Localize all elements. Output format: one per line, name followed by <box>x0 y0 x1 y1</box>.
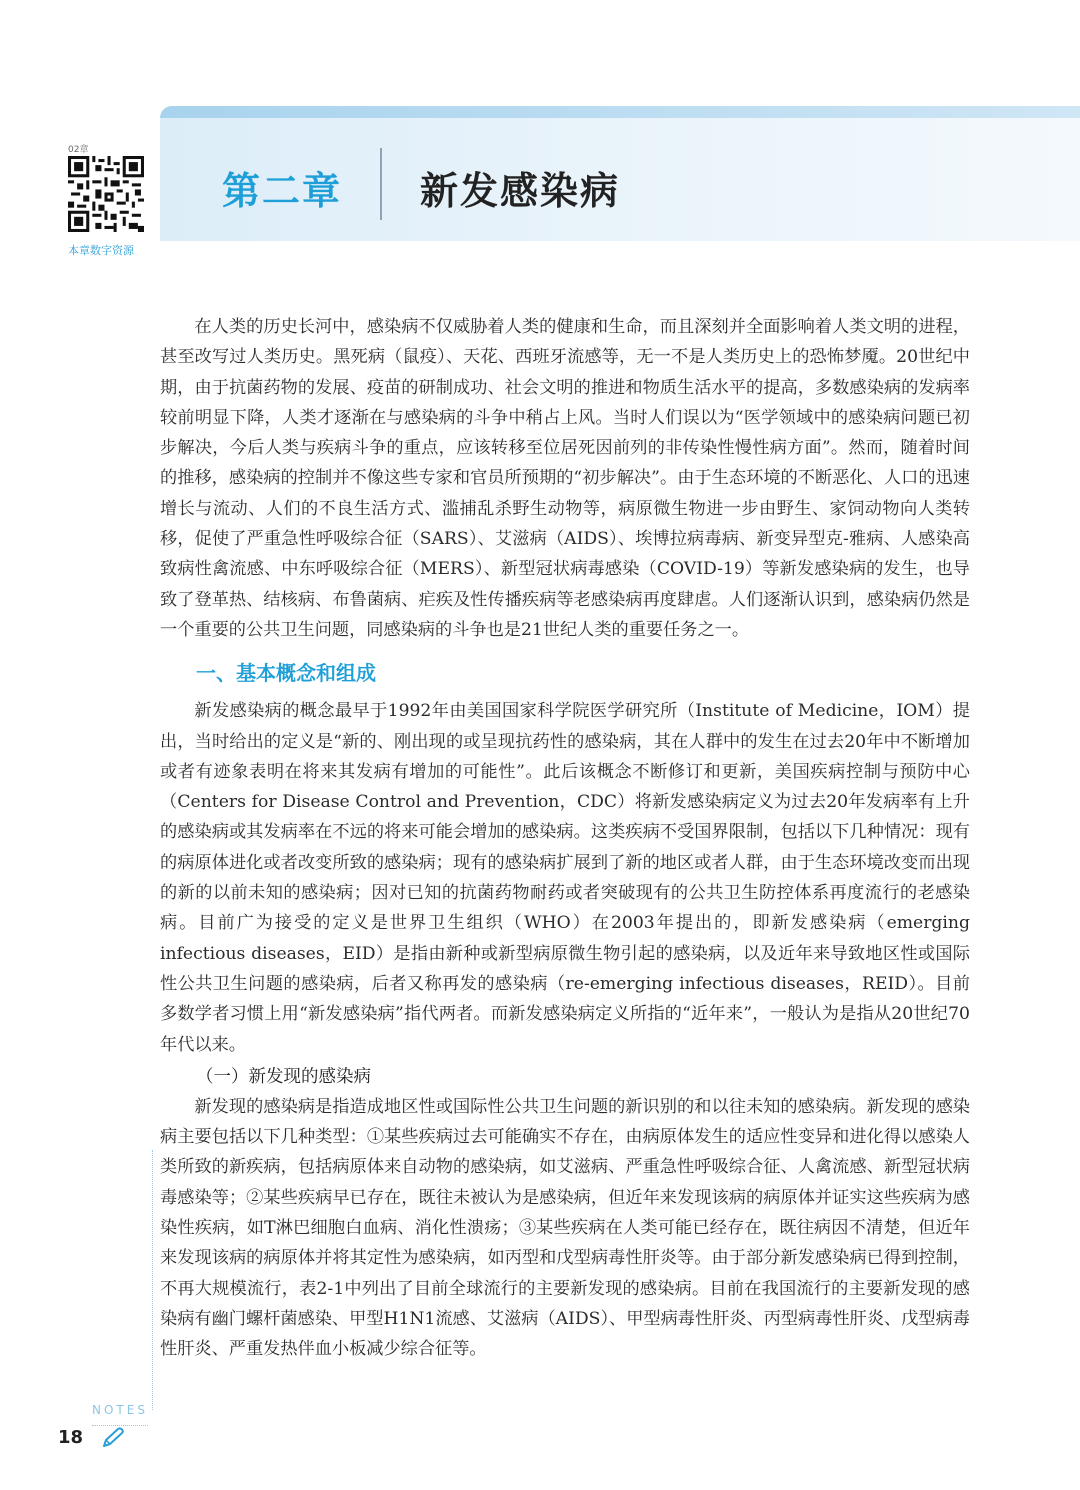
notes-label: NOTES <box>92 1403 148 1417</box>
notes-margin-line <box>152 1150 153 1410</box>
page-number: 18 <box>58 1427 84 1448</box>
intro-paragraph: 在人类的历史长河中，感染病不仅威胁着人类的健康和生命，而且深刻并全面影响着人类文明的进程，甚至改写过人类历史。黑死病（鼠疫）、天花、西班牙流感等，无一不是人类历史上的恐怖梦魇。20世纪中期，由于抗菌药物的发展、疫苗的研制成功、社会文明的推进和物质生活水平的提高，多数感染病的发病率较前明显下降，人类才逐渐在与感染病的斗争中稍占上风。当时人们误以为“医学领域中的感染病问题已初步解决，今后人类与疾病斗争的重点，应该转移至位居死因前列的非传染性慢性病方面”。然而，随着时间的推移，感染病的控制并不像这些专家和官员所预期的“初步解决”。由于生态环境的不断恶化、人口的迅速增长与流动、人们的不良生活方式、滥捕乱杀野生动物等，病原微生物进一步由野生、家饲动物向人类转移，促使了严重急性呼吸综合征（SARS）、艾滋病（AIDS）、埃博拉病毒病、新变异型克-雅病、人感染高致病性禽流感、中东呼吸综合征（MERS）、新型冠状病毒感染（COVID-19）等新发感染病的发生，也导致了登革热、结核病、布鲁菌病、疟疾及性传播疾病等老感染病再度肆虐。人们逐渐认识到，感染病仍然是一个重要的公共卫生问题，同感染病的斗争也是21世纪人类的重要任务之一。 <box>160 317 970 640</box>
qr-caption: 本章数字资源 <box>68 244 134 257</box>
chapter-number: 第二章 <box>222 169 343 213</box>
subsection-heading: （一）新发现的感染病 <box>196 1066 371 1087</box>
pencil-icon <box>100 1426 126 1450</box>
qr-tag: 02章 <box>68 145 89 155</box>
subsection-paragraph: 新发现的感染病是指造成地区性或国际性公共卫生问题的新识别的和以往未知的感染病。新发现的感染病主要包括以下几种类型：①某些疾病过去可能确实不存在，由病原体发生的适应性变异和进化得以感染人类所致的新疾病，包括病原体来自动物的感染病，如艾滋病、严重急性呼吸综合征、人禽流感、新型冠状病毒感染等；②某些疾病早已存在，既往未被认为是感染病，但近年来发现该病的病原体并证实这些疾病为感染性疾病，如T淋巴细胞白血病、消化性溃疡；③某些疾病在人类可能已经存在，既往病因不清楚，但近年来发现该病的病原体并将其定性为感染病，如丙型和戊型病毒性肝炎等。由于部分新发感染病已得到控制，不再大规模流行，表2-1中列出了目前全球流行的主要新发现的感染病。目前在我国流行的主要新发现的感染病有幽门螺杆菌感染、甲型H1N1流感、艾滋病（AIDS）、甲型病毒性肝炎、丙型病毒性肝炎、戊型病毒性肝炎、严重发热伴血小板减少综合征等。 <box>160 1096 970 1360</box>
qr-code-block[interactable] <box>68 142 146 258</box>
chapter-divider <box>380 148 382 220</box>
page-body <box>160 312 970 1365</box>
section-heading: 一、基本概念和组成 <box>196 661 376 686</box>
qr-code-icon[interactable] <box>68 156 144 232</box>
chapter-title: 新发感染病 <box>420 169 621 213</box>
section-paragraph: 新发感染病的概念最早于1992年由美国国家科学院医学研究所（Institute of Medicine，IOM）提出，当时给出的定义是“新的、刚出现的或呈现抗药性的感染病，其在人群中的发生在过去20年中不断增加或者有迹象表明在将来其发病有增加的可能性”。此后该概念不断修订和更新，美国疾病控制与预防中心（Centers for Disease Control and Prevention，CDC）将新发感染病定义为过去20年发病率有上升的感染病或其发病率在不远的将来可能会增加的感染病。这类疾病不受国界限制，包括以下几种情况：现有的病原体进化或者改变所致的感染病；现有的感染病扩展到了新的地区或者人群，由于生态环境改变而出现的新的以前未知的感染病；因对已知的抗菌药物耐药或者突破现有的公共卫生防控体系再度流行的老感染病。目前广为接受的定义是世界卫生组织（WHO）在2003年提出的，即新发感染病（emerging infectious diseases，EID）是指由新种或新型病原微生物引起的感染病，以及近年来导致地区性或国际性公共卫生问题的感染病，后者又称再发的感染病（re-emerging infectious diseases，REID）。目前多数学者习惯上用“新发感染病”指代两者。而新发感染病定义所指的“近年来”，一般认为是指从20世纪70年代以来。 <box>160 701 970 1055</box>
